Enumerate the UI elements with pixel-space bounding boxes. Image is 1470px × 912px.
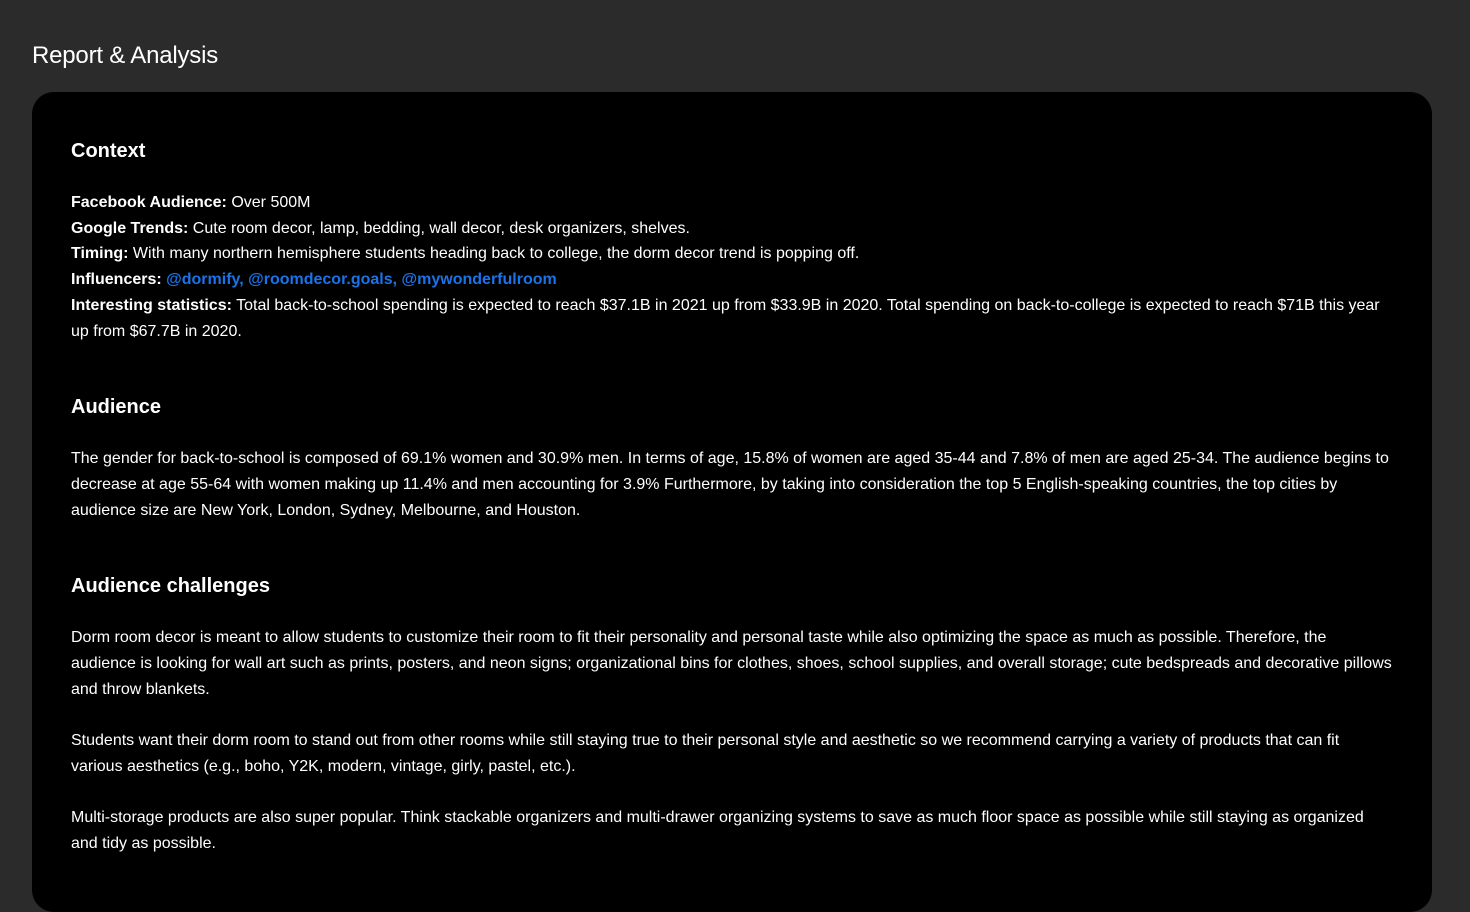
influencer-link-roomdecor-goals[interactable]: @roomdecor.goals xyxy=(248,271,393,289)
google-trends-label: Google Trends: xyxy=(71,219,189,237)
influencers-label: Influencers: xyxy=(71,271,162,289)
context-heading: Context xyxy=(71,140,146,162)
context-section xyxy=(71,136,1393,344)
challenges-paragraph: Dorm room decor is meant to allow students to customize their room to fit their personality and personal taste while also optimizing the space as much as possible. Therefore, the audience is looking for wall art such as prints, posters, and neon signs; organizational bins for clothes, shoes, school supplies, and overall storage; cute bedspreads and decorative pillows and throw blankets. xyxy=(71,629,1392,698)
challenges-paragraph: Students want their dorm room to stand out from other rooms while still staying true to their personal style and aesthetic so we recommend carrying a variety of products that can fit various aesthetics (e.g., boho, Y2K, modern, vintage, girly, pastel, etc.). xyxy=(71,732,1340,775)
audience-challenges-heading: Audience challenges xyxy=(71,575,270,598)
context-body xyxy=(71,190,1393,344)
audience-body xyxy=(71,446,1393,523)
statistics-label: Interesting statistics: xyxy=(71,296,232,314)
timing-label: Timing: xyxy=(71,245,129,263)
audience-section xyxy=(71,392,1393,523)
timing-value: With many northern hemisphere students heading back to college, the dorm decor trend is popping off. xyxy=(128,245,860,263)
google-trends-value: Cute room decor, lamp, bedding, wall decor, desk organizers, shelves. xyxy=(188,219,690,237)
audience-challenges-section xyxy=(71,571,1393,856)
statistics-row xyxy=(71,293,1393,344)
facebook-audience-row xyxy=(71,190,1393,216)
influencer-links xyxy=(166,271,557,288)
audience-heading: Audience xyxy=(71,396,162,419)
timing-row xyxy=(71,241,1393,267)
influencer-link-dormify[interactable]: @dormify xyxy=(166,271,240,289)
influencer-separator: , xyxy=(239,271,249,289)
audience-challenges-body xyxy=(71,625,1393,856)
influencer-separator: , xyxy=(392,271,402,289)
statistics-value: Total back-to-school spending is expected to reach $37.1B in 2021 up from $33.9B in 2020. Total spending on back-to-college is expected to reach $71B this year up from $67.7B in 2020. xyxy=(71,296,1380,340)
page-title: Report & Analysis xyxy=(32,42,219,69)
facebook-audience-value: Over 500M xyxy=(226,194,311,211)
facebook-audience-label: Facebook Audience: xyxy=(71,194,227,211)
influencer-link-mywonderfulroom[interactable]: @mywonderfulroom xyxy=(401,271,557,289)
challenges-paragraph: Multi-storage products are also super popular. Think stackable organizers and multi-drawer organizing systems to save as much floor space as possible while still staying as organized and tidy as possible. xyxy=(71,809,1364,852)
influencers-row xyxy=(71,267,1393,293)
report-card xyxy=(32,92,1432,912)
google-trends-row xyxy=(71,216,1393,242)
audience-paragraph: The gender for back-to-school is composed of 69.1% women and 30.9% men. In terms of age, 15.8% of women are aged 35-44 and 7.8% of men are aged 25-34. The audience begins to decrease at age 55-64 with women making up 11.4% and men accounting for 3.9% Furthermore, by taking into consideration the top 5 English-speaking countries, the top cities by audience size are New York, London, Sydney, Melbourne, and Houston. xyxy=(71,450,1389,519)
